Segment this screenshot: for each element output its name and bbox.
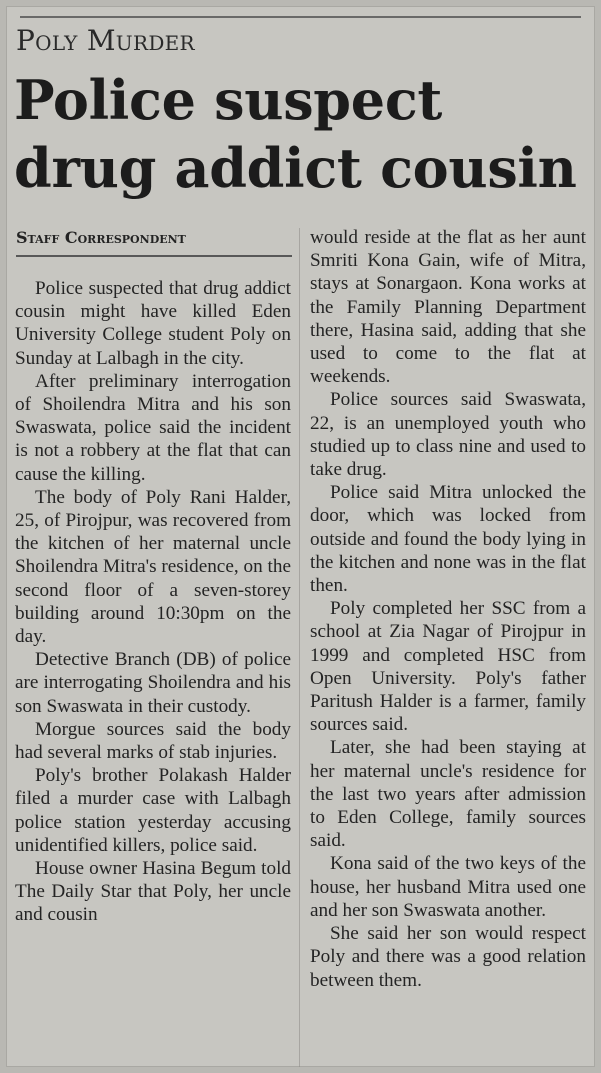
article-column-1	[15, 277, 291, 1067]
column-divider	[299, 228, 300, 1067]
paragraph: Poly completed her SSC from a school at Zia Nagar of Pirojpur in 1999 and completed HSC from Open University. Poly's father Paritush Halder is a farmer, family sources said.	[310, 598, 586, 736]
paragraph: House owner Hasina Begum told The Daily Star that Poly, her uncle and cousin	[15, 858, 291, 926]
kicker-text: Poly Murder	[16, 24, 195, 57]
paragraph: Morgue sources said the body had several marks of stab injuries.	[15, 718, 291, 764]
paragraph: Kona said of the two keys of the house, her husband Mitra used one and her son Swaswata another.	[310, 853, 586, 921]
paragraph: Police suspected that drug addict cousin might have killed Eden University College student Poly on Sunday at Lalbagh in the city.	[15, 278, 291, 369]
newspaper-clipping	[6, 6, 595, 1067]
paragraph: Detective Branch (DB) of police are interrogating Shoilendra and his son Swaswata in their custody.	[15, 649, 291, 717]
top-rule	[20, 16, 581, 18]
paragraph-continuation: would reside at the flat as her aunt Smriti Kona Gain, wife of Mitra, stays at Sonargaon. Kona works at the Family Planning Department there, Hasina said, adding that she used to come to the flat at weekends.	[310, 227, 586, 388]
paragraph: Police said Mitra unlocked the door, which was locked from outside and found the body lying in the kitchen and none was in the flat then.	[310, 482, 586, 597]
headline: Police suspect drug addict cousin	[14, 68, 577, 200]
paragraph: The body of Poly Rani Halder, 25, of Pirojpur, was recovered from the kitchen of her maternal uncle Shoilendra Mitra's residence, on the second floor of a seven-storey building around 10:30pm on the day.	[15, 486, 291, 648]
kicker	[16, 24, 195, 57]
byline-text: Staff Correspondent	[16, 228, 186, 247]
paragraph: After preliminary interrogation of Shoilendra Mitra and his son Swaswata, police said the incident is not a robbery at the flat that can cause the killing.	[15, 370, 291, 485]
paragraph: She said her son would respect Poly and there was a good relation between them.	[310, 923, 586, 991]
paragraph: Poly's brother Polakash Halder filed a murder case with Lalbagh police station yesterday accusing unidentified killers, police said.	[15, 765, 291, 856]
paragraph: Police sources said Swaswata, 22, is an unemployed youth who studied up to class nine and used to take drug.	[310, 389, 586, 481]
byline	[16, 228, 292, 257]
paragraph: Later, she had been staying at her maternal uncle's residence for the last two years after admission to Eden College, family sources said.	[310, 737, 586, 852]
article-column-2	[310, 226, 586, 1067]
